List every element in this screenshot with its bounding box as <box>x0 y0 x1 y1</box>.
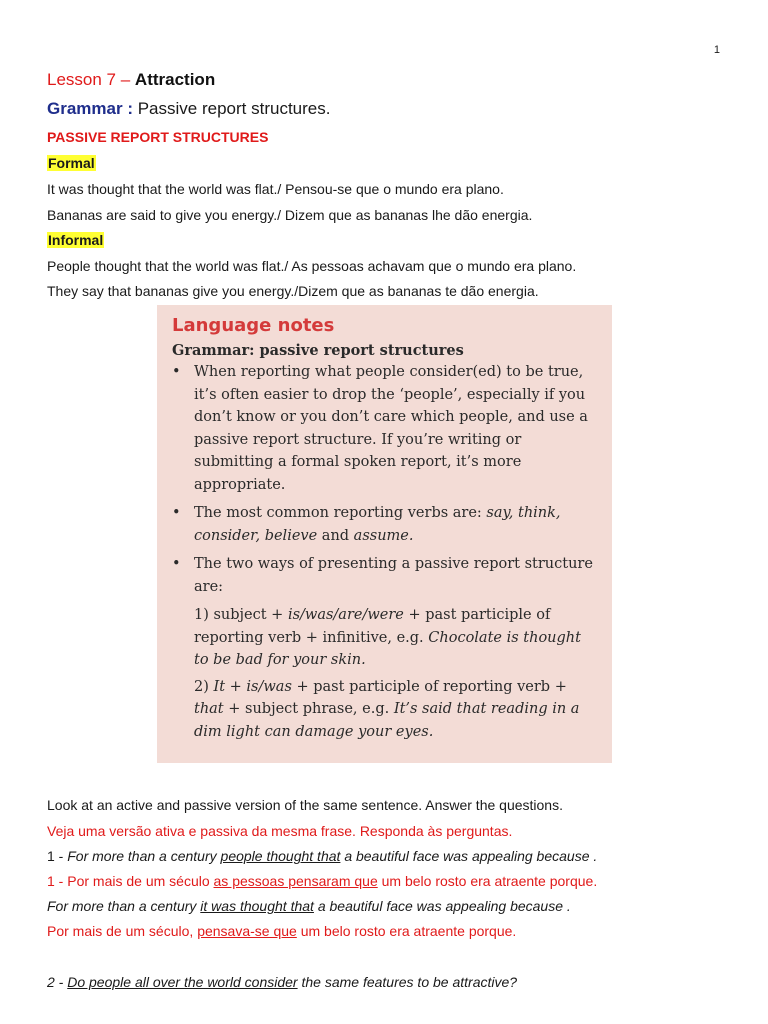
instructions-pt: Veja uma versão ativa e passiva da mesma frase. Responda às perguntas. <box>47 823 513 839</box>
instructions-en: Look at an active and passive version of the same sentence. Answer the questions. <box>47 797 563 813</box>
q1-passive <box>47 898 571 914</box>
item-2-part: + past participle of reporting verb + <box>296 678 567 695</box>
q1-pt-part: 1 - Por mais de um século <box>47 873 210 889</box>
notes-item-2 <box>172 676 598 744</box>
page-number: 1 <box>713 44 720 56</box>
q2-underlined: Do people all over the world consider <box>67 974 298 990</box>
q1-active <box>47 848 597 864</box>
q1-passive-pt <box>47 923 516 939</box>
item-2-part: + subject phrase, e.g. <box>228 701 390 717</box>
grammar-heading <box>47 99 330 119</box>
notes-item-1 <box>172 604 598 672</box>
formal-label: Formal <box>48 155 95 171</box>
notes-subtitle: Grammar: passive report structures <box>172 342 464 359</box>
q1-pt2-underlined: pensava-se que <box>197 923 297 939</box>
q1-active-pt <box>47 873 597 889</box>
notes-bullet-1 <box>172 361 598 496</box>
informal-line-2: They say that bananas give you energy./Dizem que as bananas te dão energia. <box>47 283 539 299</box>
formal-line-1: It was thought that the world was flat./ Pensou-se que o mundo era plano. <box>47 181 504 197</box>
notes-title: Language notes <box>172 315 335 336</box>
item-1-part: + past participle of reporting verb + infinitive, e.g. <box>194 607 551 646</box>
q1-pt2-part: Por mais de um século, <box>47 923 194 939</box>
lesson-title: Attraction <box>134 70 216 89</box>
q2 <box>47 974 517 990</box>
grammar-label: Grammar : <box>47 99 133 118</box>
bullet-icon: • <box>172 556 181 572</box>
informal-label: Informal <box>48 232 104 248</box>
item-1-example: Chocolate is thought to be bad for your skin. <box>194 629 581 668</box>
grammar-title: Passive report structures. <box>137 99 331 118</box>
notes-bullet-1-text: When reporting what people consider(ed) to be true, it’s often easier to drop the ‘people’, especially if you don’t know or you don’t care which people, and use a passive report structure. If you’re writing or submitting a formal spoken report, it’s more appropriate. <box>194 364 588 493</box>
item-2-verbs: It + is/was <box>213 678 292 695</box>
reporting-verbs: say, think, consider, believe <box>194 505 561 544</box>
item-1-part: 1) subject + <box>194 607 284 623</box>
q1-number: 1 - <box>47 848 64 864</box>
q2-rest: the same features to be attractive? <box>301 974 518 990</box>
q1-pt-underlined: as pessoas pensaram que <box>213 873 378 889</box>
q1-passive-underlined: it was thought that <box>200 898 314 914</box>
q1-passive-part: a beautiful face was appealing because . <box>317 898 571 914</box>
q1-active-part: For more than a century <box>67 848 217 864</box>
q1-passive-part: For more than a century <box>47 898 197 914</box>
item-2-that: that <box>194 701 224 717</box>
item-2-part: 2) <box>194 678 209 695</box>
formal-line-2: Bananas are said to give you energy./ Dizem que as bananas lhe dão energia. <box>47 207 533 223</box>
notes-bullet-2-text: The most common reporting verbs are: <box>194 505 482 521</box>
bullet-icon: • <box>172 505 181 521</box>
q2-number: 2 - <box>47 974 64 990</box>
q1-active-underlined: people thought that <box>220 848 341 864</box>
informal-line-1: People thought that the world was flat./ As pessoas achavam que o mundo era plano. <box>47 258 577 274</box>
lesson-heading <box>47 70 215 90</box>
bullet-icon: • <box>172 364 181 380</box>
q1-pt-part: um belo rosto era atraente porque. <box>381 873 598 889</box>
notes-bullet-2 <box>172 502 598 547</box>
language-notes-box <box>157 305 612 763</box>
reporting-verb-assume: assume. <box>353 527 414 544</box>
notes-bullet-2-and: and <box>321 527 350 544</box>
q1-pt2-part: um belo rosto era atraente porque. <box>300 923 517 939</box>
notes-bullet-3-text: The two ways of presenting a passive report structure are: <box>194 556 593 595</box>
section-title: PASSIVE REPORT STRUCTURES <box>47 129 269 145</box>
lesson-label: Lesson 7 – <box>47 70 131 89</box>
notes-bullet-3 <box>172 553 598 598</box>
item-1-verbs: is/was/are/were <box>287 607 404 623</box>
q1-active-part: a beautiful face was appealing because . <box>344 848 598 864</box>
item-2-example: It’s said that reading in a dim light can damage your eyes. <box>194 701 580 740</box>
